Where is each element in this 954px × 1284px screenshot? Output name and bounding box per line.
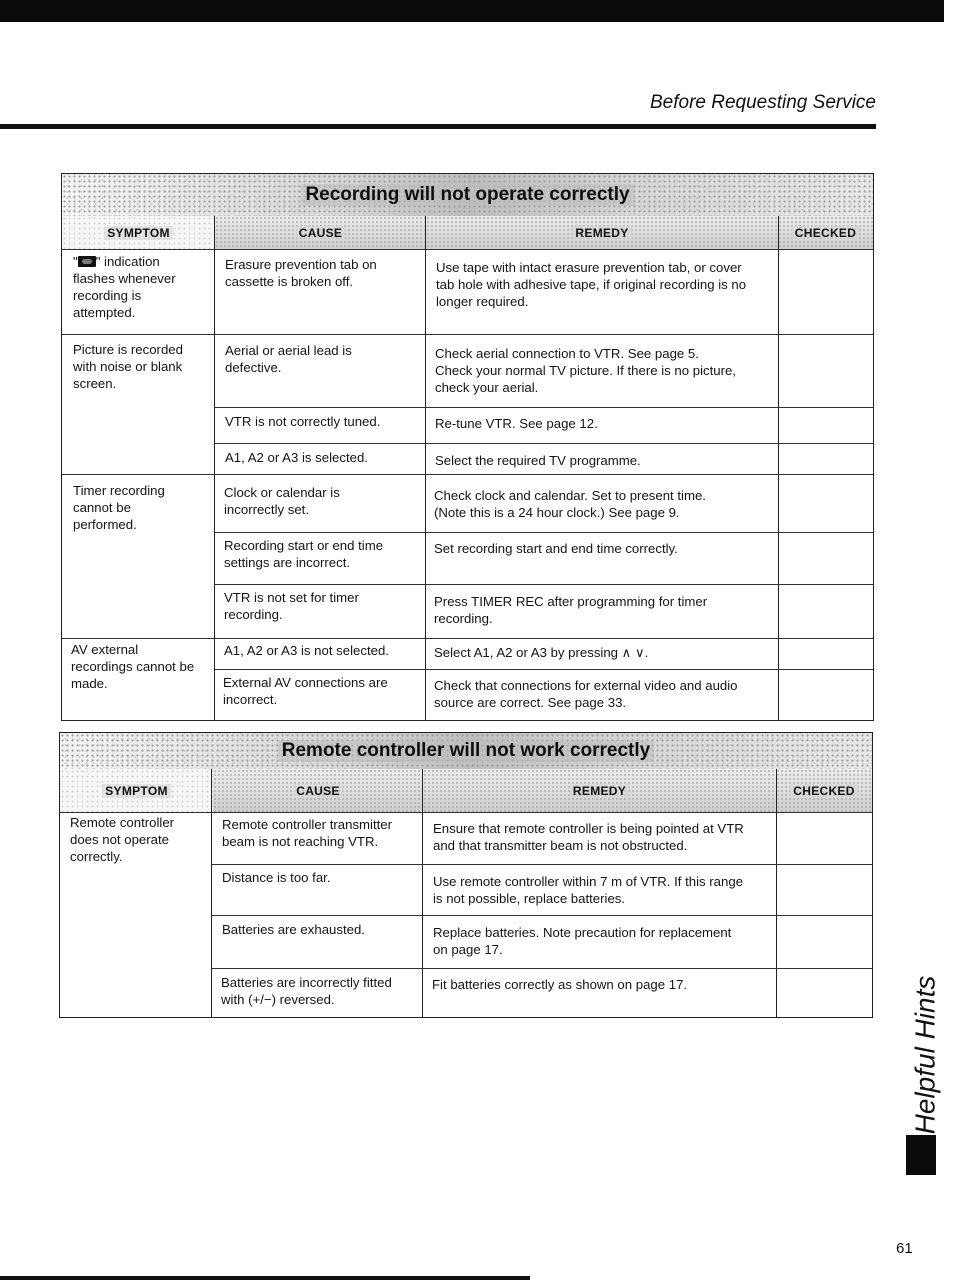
row-divider xyxy=(215,443,873,444)
column-divider xyxy=(776,769,777,1017)
remedy-cell: Check that connections for external video and audio source are correct. See page 33. xyxy=(434,678,738,710)
column-divider xyxy=(778,216,779,721)
row-divider xyxy=(62,474,873,475)
cause-cell: A1, A2 or A3 is not selected. xyxy=(224,643,389,658)
remedy-cell: Replace batteries. Note precaution for replacement on page 17. xyxy=(433,925,732,957)
cause-cell: VTR is not set for timer recording. xyxy=(224,590,359,622)
column-header-remedy: REMEDY xyxy=(423,769,776,813)
troubleshoot-table-recording xyxy=(61,173,874,721)
column-header-checked: CHECKED xyxy=(778,216,873,250)
column-header-symptom: SYMPTOM xyxy=(62,216,215,250)
section-title: Recording will not operate correctly xyxy=(301,184,633,206)
remedy-cell: Fit batteries correctly as shown on page 17. xyxy=(432,977,688,992)
cause-cell: Batteries are exhausted. xyxy=(222,922,365,937)
cause-cell: A1, A2 or A3 is selected. xyxy=(225,450,368,465)
side-tab-label-wrap xyxy=(900,975,950,1135)
remedy-cell: Select the required TV programme. xyxy=(435,453,641,468)
symptom-cell: Remote controller does not operate correctly. xyxy=(70,815,175,864)
cause-cell: Remote controller transmitter beam is not reaching VTR. xyxy=(222,817,393,849)
cause-cell: External AV connections are incorrect. xyxy=(223,675,388,707)
row-divider xyxy=(212,968,872,969)
symptom-cell: " " indication flashes whenever recording is attempted. xyxy=(73,254,176,320)
row-divider xyxy=(215,532,873,533)
header-rule xyxy=(0,124,876,129)
cause-cell: Clock or calendar is incorrectly set. xyxy=(224,485,340,517)
side-tab-marker xyxy=(906,1135,936,1175)
tape-icon xyxy=(78,256,96,267)
cause-cell: Aerial or aerial lead is defective. xyxy=(225,343,352,375)
remedy-cell: Press TIMER REC after programming for timer recording. xyxy=(434,594,708,626)
row-divider xyxy=(215,407,873,408)
symptom-cell: AV external recordings cannot be made. xyxy=(71,642,195,691)
symptom-cell: Timer recording cannot be performed. xyxy=(73,483,165,532)
column-header-symptom: SYMPTOM xyxy=(60,769,213,813)
row-divider xyxy=(62,334,873,335)
page-number: 61 xyxy=(896,1240,913,1257)
remedy-cell: Use tape with intact erasure prevention tab, or cover tab hole with adhesive tape, if original recording is no longer required. xyxy=(436,260,747,309)
column-header-cause: CAUSE xyxy=(213,769,423,813)
cause-cell: VTR is not correctly tuned. xyxy=(225,414,381,429)
column-header-remedy: REMEDY xyxy=(426,216,778,250)
column-header-checked: CHECKED xyxy=(776,769,872,813)
remedy-cell: Re-tune VTR. See page 12. xyxy=(435,416,598,431)
row-divider xyxy=(62,638,873,639)
remedy-cell: Select A1, A2 or A3 by pressing ∧ ∨. xyxy=(434,645,649,660)
column-divider xyxy=(211,769,212,1017)
remedy-cell: Check clock and calendar. Set to present time. (Note this is a 24 hour clock.) See page 9. xyxy=(434,488,706,520)
bottom-rule xyxy=(0,1276,530,1280)
section-title: Remote controller will not work correctly xyxy=(278,740,654,762)
symptom-cell: Picture is recorded with noise or blank screen. xyxy=(73,342,183,391)
row-divider xyxy=(215,669,873,670)
column-divider xyxy=(214,216,215,721)
side-tab-label: Helpful Hints xyxy=(909,975,941,1135)
row-divider xyxy=(215,584,873,585)
cause-cell: Recording start or end time settings are incorrect. xyxy=(224,538,384,570)
column-header-cause: CAUSE xyxy=(215,216,426,250)
remedy-cell: Check aerial connection to VTR. See page 5. Check your normal TV picture. If there is no picture, check your aerial. xyxy=(435,346,737,395)
troubleshoot-table-remote xyxy=(59,732,873,1018)
remedy-cell: Set recording start and end time correctly. xyxy=(434,541,678,556)
page-header-title: Before Requesting Service xyxy=(649,92,876,113)
section-title-bar xyxy=(60,733,872,770)
top-border-bar xyxy=(0,0,944,22)
row-divider xyxy=(212,864,872,865)
section-title-bar xyxy=(62,174,873,217)
remedy-cell: Ensure that remote controller is being pointed at VTR and that transmitter beam is not obstructed. xyxy=(433,821,744,853)
remedy-cell: Use remote controller within 7 m of VTR. If this range is not possible, replace batteries. xyxy=(433,874,744,906)
column-divider xyxy=(425,216,426,721)
row-divider xyxy=(212,915,872,916)
cause-cell: Erasure prevention tab on cassette is broken off. xyxy=(225,257,377,289)
column-divider xyxy=(422,769,423,1017)
cause-cell: Distance is too far. xyxy=(222,870,331,885)
cause-cell: Batteries are incorrectly fitted with (+/−) reversed. xyxy=(221,975,392,1007)
side-tab xyxy=(900,975,950,1180)
